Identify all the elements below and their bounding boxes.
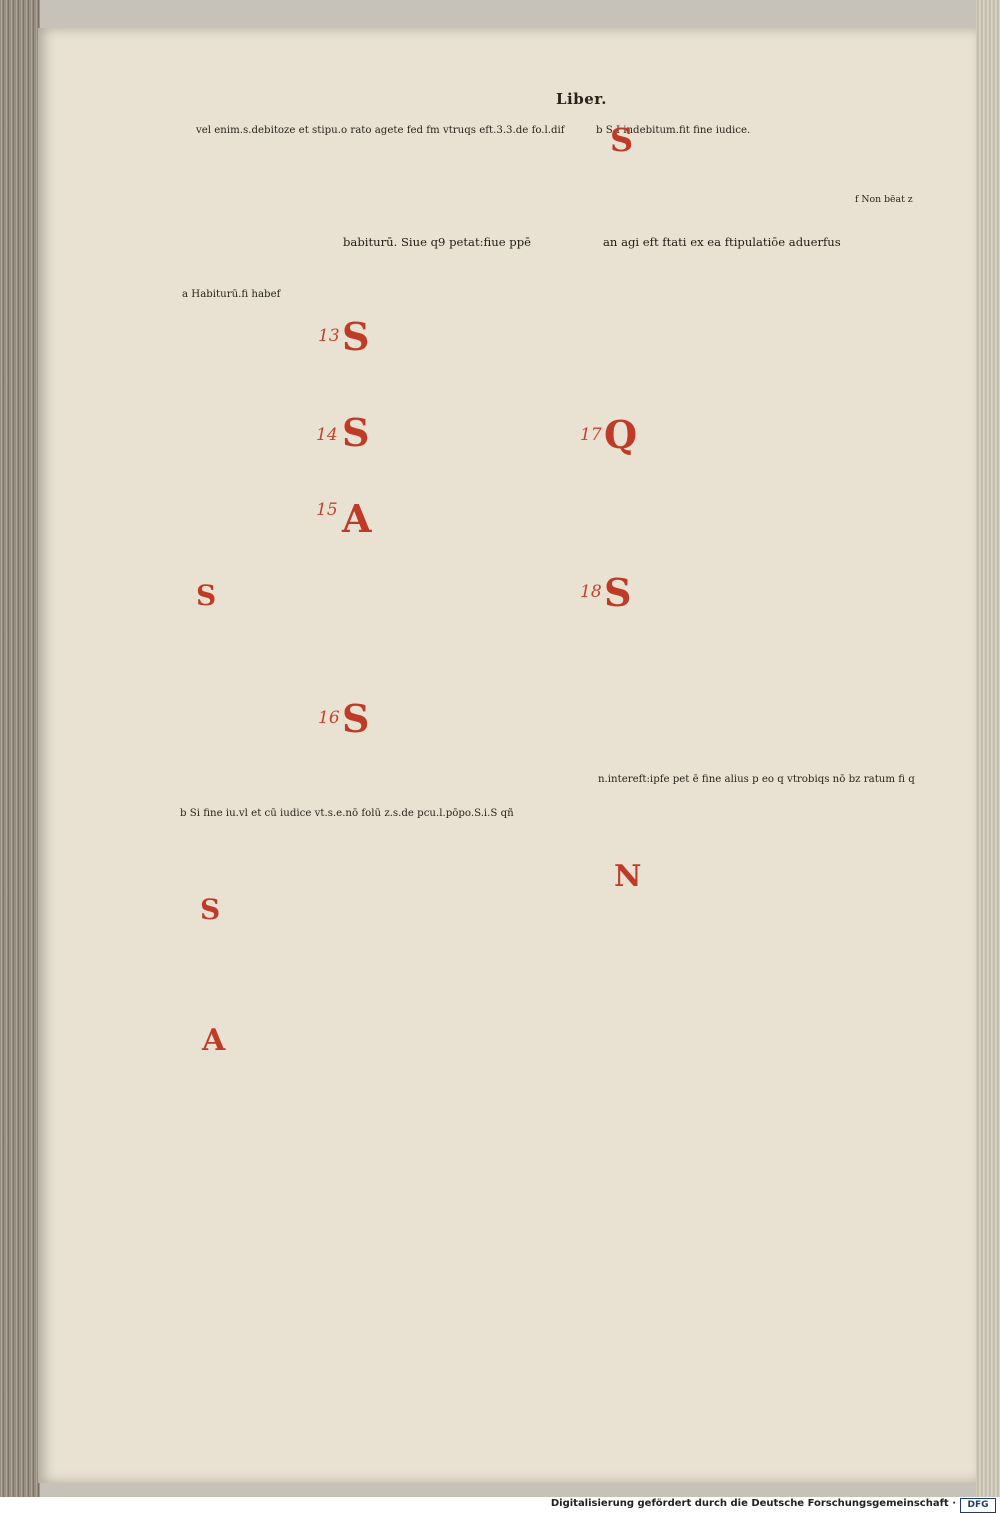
gloss-line: n.intereft:ipfe pet ē fine alius p eo q vtrobiqs nō bz ratum fi q [598, 774, 915, 785]
gloss-left-column [182, 288, 322, 808]
margin-number-13: 13 [318, 326, 340, 346]
page-stack-left [0, 0, 40, 1497]
initial-s-gloss-l: S [196, 579, 217, 612]
margin-number-15: 15 [316, 500, 338, 520]
dfg-logo: DFG [960, 1498, 996, 1513]
margin-number-17: 17 [580, 425, 602, 445]
initial-a-gloss: A [202, 1023, 226, 1058]
margin-number-16: 16 [318, 708, 340, 728]
text-column-2 [603, 234, 843, 744]
initial-q-17: Q [604, 412, 638, 457]
initial-a-15: A [342, 496, 372, 541]
gloss-lower-right [598, 772, 956, 1332]
initial-s-gloss-r: S [200, 893, 221, 926]
running-head: Liber. [556, 90, 608, 108]
margin-number-18: 18 [580, 582, 602, 602]
gloss-lower-left [180, 806, 580, 1342]
text-column-1 [343, 234, 581, 744]
gloss-right-strip [855, 192, 955, 760]
initial-s-14: S [342, 410, 370, 455]
initial-s-col2-top: S [610, 121, 634, 159]
gloss-line: f Non bēat z [855, 194, 913, 205]
initial-s-18: S [604, 570, 632, 615]
gloss-column-2-top [596, 121, 951, 200]
text-line: an agi eft ftati ex ea ftipulatiōe aduerfus [603, 235, 841, 249]
margin-number-14: 14 [316, 425, 338, 445]
text-line: babiturū. Siue q9 petat:fiue ppē [343, 235, 531, 249]
gloss-line: a Habiturū.fi habef [182, 289, 281, 300]
next-page-edge [960, 120, 1000, 1480]
gloss-line: vel enim.s.debitoze et stipu.o rato agete fed fm vtruqs eft.3.3.de fo.l.dif [196, 125, 565, 136]
initial-s-16: S [342, 696, 370, 741]
initial-s-13: S [342, 314, 370, 359]
initial-n-gloss: N [614, 859, 642, 894]
footer-credit: Digitalisierung gefördert durch die Deutsche Forschungsgemeinschaft · [550, 1498, 956, 1509]
gloss-line: b S I indebitum.fit fine iudice. [596, 125, 751, 136]
footer-bar [0, 1497, 1000, 1513]
gloss-line: b Si fine iu.vl et cū iudice vt.s.e.nō folū z.s.de pcu.l.pōpo.S.i.S qñ [180, 808, 514, 819]
